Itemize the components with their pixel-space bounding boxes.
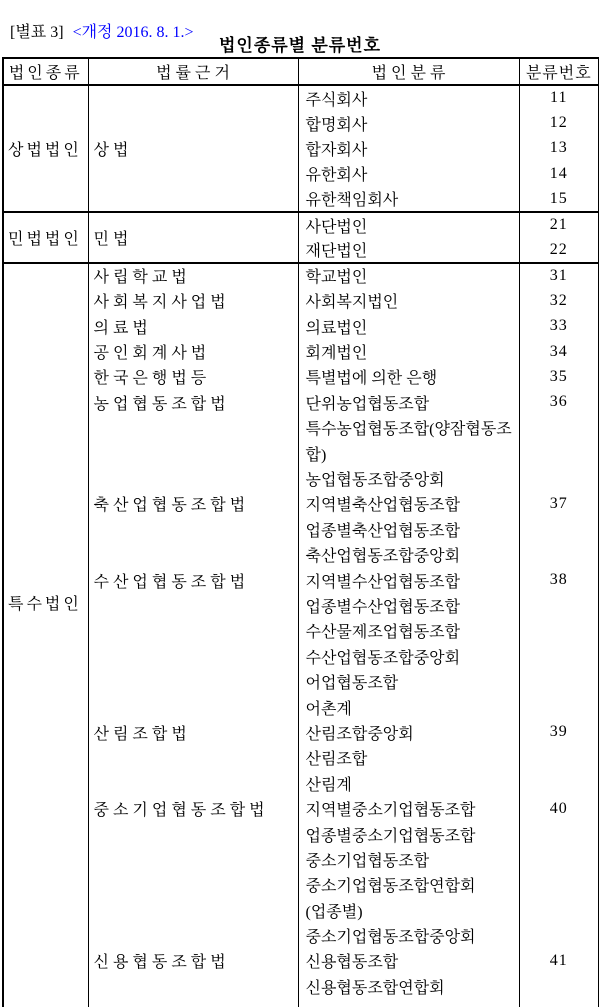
law-basis-cell: 의 료 법 <box>88 314 298 339</box>
law-basis-cell <box>88 745 298 770</box>
corp-class-cell: 산림계 <box>298 771 519 796</box>
law-basis-cell <box>88 415 298 440</box>
law-basis-cell: 축 산 업 협 동 조 합 법 <box>88 491 298 516</box>
table-row <box>3 872 599 897</box>
table-row <box>3 567 599 592</box>
class-number-cell <box>519 999 599 1007</box>
header-law-basis: 법 률 근 거 <box>88 58 298 85</box>
law-basis-cell <box>88 923 298 948</box>
corp-class-cell: 업종별중소기업협동조합 <box>298 821 519 846</box>
law-basis-cell <box>88 440 298 465</box>
class-number-cell <box>519 974 599 999</box>
corp-class-cell: 단위농업협동조합 <box>298 390 519 415</box>
law-basis-cell <box>88 644 298 669</box>
corp-class-cell: 업종별축산업협동조합 <box>298 517 519 542</box>
annex-label: [별표 3] <box>10 24 64 41</box>
law-basis-cell <box>88 466 298 491</box>
table-row <box>3 720 599 745</box>
header-corp-class: 법 인 분 류 <box>298 58 519 85</box>
corp-class-cell: 특별법에 의한 은행 <box>298 364 519 389</box>
table-row <box>3 85 599 110</box>
law-basis-cell <box>88 821 298 846</box>
corp-class-cell: 지역별중소기업협동조합 <box>298 796 519 821</box>
corp-class-cell: 합명회사 <box>298 110 519 135</box>
law-basis-cell: 상 법 <box>88 85 298 212</box>
class-number-cell: 14 <box>519 161 599 186</box>
law-basis-cell <box>88 847 298 872</box>
table-row <box>3 314 599 339</box>
class-number-cell: 22 <box>519 237 599 262</box>
corp-class-cell: 사단법인 <box>298 212 519 237</box>
corp-class-cell: 농업협동조합중앙회 <box>298 466 519 491</box>
table-row <box>3 644 599 669</box>
law-basis-cell: 수 산 업 협 동 조 합 법 <box>88 567 298 592</box>
class-number-cell <box>519 517 599 542</box>
table-row <box>3 390 599 415</box>
class-number-cell <box>519 618 599 643</box>
corp-class-cell: 합) <box>298 440 519 465</box>
table-row <box>3 694 599 719</box>
corp-class-cell: 유한책임회사 <box>298 187 519 212</box>
law-basis-cell <box>88 898 298 923</box>
page-title: 법인종류별 분류번호 <box>219 31 381 59</box>
table-row <box>3 212 599 237</box>
class-number-cell: 31 <box>519 263 599 288</box>
table-row <box>3 923 599 948</box>
class-number-cell: 37 <box>519 491 599 516</box>
table-row <box>3 542 599 567</box>
law-basis-cell <box>88 872 298 897</box>
table-row <box>3 948 599 973</box>
law-basis-cell: 민 법 <box>88 212 298 263</box>
class-number-cell <box>519 694 599 719</box>
class-number-cell <box>519 593 599 618</box>
header-class-number: 분류번호 <box>519 58 599 85</box>
class-number-cell: 38 <box>519 567 599 592</box>
table-row <box>3 466 599 491</box>
law-basis-cell: 공 인 회 계 사 법 <box>88 339 298 364</box>
header-row <box>3 58 599 85</box>
table-row <box>3 440 599 465</box>
class-number-cell: 39 <box>519 720 599 745</box>
law-basis-cell <box>88 593 298 618</box>
table-container <box>2 57 599 1007</box>
corp-class-cell: 신용협동조합 <box>298 948 519 973</box>
class-number-cell: 34 <box>519 339 599 364</box>
law-basis-cell <box>88 542 298 567</box>
law-basis-cell <box>88 618 298 643</box>
table-row <box>3 491 599 516</box>
class-number-cell <box>519 542 599 567</box>
corp-class-cell: 중소기업협동조합 <box>298 847 519 872</box>
class-number-cell <box>519 872 599 897</box>
class-number-cell: 35 <box>519 364 599 389</box>
classification-table <box>2 57 599 1007</box>
table-row <box>3 364 599 389</box>
corp-class-cell: 산림조합 <box>298 745 519 770</box>
law-basis-cell <box>88 694 298 719</box>
corp-class-cell: 어촌계 <box>298 694 519 719</box>
corp-type-label: 민법법인 <box>8 230 82 248</box>
class-number-cell <box>519 466 599 491</box>
class-number-cell <box>519 898 599 923</box>
law-basis-cell <box>88 517 298 542</box>
law-basis-cell <box>88 974 298 999</box>
class-number-cell <box>519 440 599 465</box>
class-number-cell: 15 <box>519 187 599 212</box>
class-number-cell: 11 <box>519 85 599 110</box>
law-basis-cell: 사 립 학 교 법 <box>88 263 298 288</box>
corp-class-cell: 수산업협동조합중앙회 <box>298 644 519 669</box>
corp-type-label: 상법법인 <box>8 141 82 159</box>
corp-type-label: 특수법인 <box>8 595 82 613</box>
class-number-cell: 41 <box>519 948 599 973</box>
law-basis-cell <box>88 999 298 1007</box>
table-row <box>3 339 599 364</box>
corp-class-cell: 합자회사 <box>298 136 519 161</box>
class-number-cell: 12 <box>519 110 599 135</box>
corp-class-cell: 유한회사 <box>298 161 519 186</box>
corp-type-cell <box>3 85 88 212</box>
class-number-cell <box>519 415 599 440</box>
corp-class-cell <box>298 999 519 1007</box>
law-basis-cell <box>88 771 298 796</box>
corp-class-cell: (업종별) <box>298 898 519 923</box>
table-row <box>3 974 599 999</box>
class-number-cell <box>519 644 599 669</box>
table-row <box>3 847 599 872</box>
clipped-row <box>3 999 599 1007</box>
law-basis-cell <box>88 669 298 694</box>
header-corp-type: 법인종류 <box>3 58 88 85</box>
corp-class-cell: 의료법인 <box>298 314 519 339</box>
table-row <box>3 288 599 313</box>
table-row <box>3 669 599 694</box>
table-row <box>3 745 599 770</box>
corp-class-cell: 지역별축산업협동조합 <box>298 491 519 516</box>
class-number-cell <box>519 669 599 694</box>
table-row <box>3 618 599 643</box>
class-number-cell: 33 <box>519 314 599 339</box>
corp-class-cell: 회계법인 <box>298 339 519 364</box>
corp-class-cell: 지역별수산업협동조합 <box>298 567 519 592</box>
law-basis-cell: 사 회 복 지 사 업 법 <box>88 288 298 313</box>
corp-class-cell: 축산업협동조합중앙회 <box>298 542 519 567</box>
corp-class-cell: 중소기업협동조합중앙회 <box>298 923 519 948</box>
law-basis-cell: 중 소 기 업 협 동 조 합 법 <box>88 796 298 821</box>
class-number-cell <box>519 821 599 846</box>
corp-type-cell <box>3 263 88 1007</box>
corp-class-cell: 수산물제조업협동조합 <box>298 618 519 643</box>
class-number-cell: 13 <box>519 136 599 161</box>
table-row <box>3 771 599 796</box>
law-basis-cell: 한 국 은 행 법 등 <box>88 364 298 389</box>
class-number-cell: 32 <box>519 288 599 313</box>
class-number-cell: 36 <box>519 390 599 415</box>
table-row <box>3 796 599 821</box>
law-basis-cell: 신 용 협 동 조 합 법 <box>88 948 298 973</box>
table-row <box>3 415 599 440</box>
class-number-cell: 21 <box>519 212 599 237</box>
corp-class-cell: 주식회사 <box>298 85 519 110</box>
corp-class-cell: 중소기업협동조합연합회 <box>298 872 519 897</box>
class-number-cell <box>519 847 599 872</box>
table-row <box>3 263 599 288</box>
table-row <box>3 517 599 542</box>
corp-class-cell: 학교법인 <box>298 263 519 288</box>
corp-class-cell: 재단법인 <box>298 237 519 262</box>
revision-note: <개정 2016. 8. 1.> <box>72 24 194 41</box>
table-row <box>3 898 599 923</box>
corp-type-cell <box>3 212 88 263</box>
class-number-cell: 40 <box>519 796 599 821</box>
corp-class-cell: 업종별수산업협동조합 <box>298 593 519 618</box>
corp-class-cell: 산림조합중앙회 <box>298 720 519 745</box>
table-row <box>3 821 599 846</box>
corp-class-cell: 특수농업협동조합(양잠협동조 <box>298 415 519 440</box>
law-basis-cell: 농 업 협 동 조 합 법 <box>88 390 298 415</box>
corp-class-cell: 사회복지법인 <box>298 288 519 313</box>
law-basis-cell: 산 림 조 합 법 <box>88 720 298 745</box>
corp-class-cell: 신용협동조합연합회 <box>298 974 519 999</box>
class-number-cell <box>519 923 599 948</box>
title-row <box>0 31 600 59</box>
corp-class-cell: 어업협동조합 <box>298 669 519 694</box>
class-number-cell <box>519 745 599 770</box>
class-number-cell <box>519 771 599 796</box>
table-row <box>3 593 599 618</box>
